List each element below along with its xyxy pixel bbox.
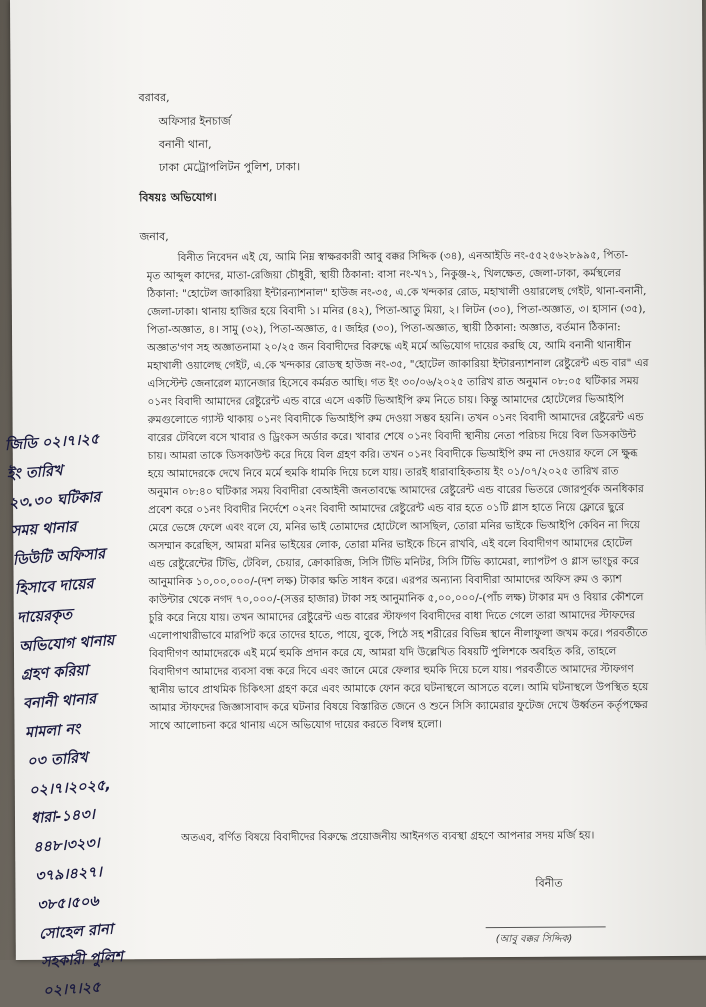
handwritten-line: ৩৭৯।৪২৭। <box>34 864 103 885</box>
body-line: অনুমান ০৮:৪০ ঘটিকার সময় বিবাদীরা বেআইনী জনতাবদ্ধে আমাদের রেষ্টুরেন্ট এন্ড বারের ভিতরে জোরপূর্বক অনধিকার <box>147 483 644 499</box>
closing-paragraph: অতএব, বর্ণিত বিষয়ে বিবাদীদের বিরুদ্ধে প্রয়োজনীয় আইনগত ব্যবস্থা গ্রহণে আপনার সদয় মর্জি হয়। <box>181 829 595 844</box>
handwritten-line: ৪৪৮।৩২৩। <box>32 835 101 857</box>
signature-line <box>486 926 606 928</box>
body-line: হয়ে আমাদেরকে দেখে নিবে মর্মে হুমকি ধামকি দিয়ে চলে যায়। তারই ধারাবাহিকতায় ইং ০১/০৭/২০২৫ তারিখ রাত <box>147 465 619 481</box>
sign-off: বিনীত <box>535 876 563 890</box>
salutation-to: বরাবর, <box>138 91 170 105</box>
handwritten-line: ডিউটি অফিসার <box>12 546 106 569</box>
body-line: বিনীত নিবেদন এই যে, আমি নিম্ন স্বাক্ষরকারী আবু বক্কর সিদ্দিক (৩৪), এনআইডি নং-৫৫২৫৬২৮৯৯৫, পিতা- <box>177 249 629 264</box>
body-line: সাথে আলোচনা করে থানায় এসে অভিযোগ দায়ের করতে বিলম্ব হলো। <box>149 718 442 733</box>
body-line: ০১নং বিবাদী আমাদের রেষ্টুরেন্ট এন্ড বারে এসে একটি ভিআইপি রুম নিতে চায়। কিন্তু আমাদের হোটেলের ভিআইপি <box>147 393 624 409</box>
handwritten-line: গ্রহণ করিয়া <box>20 663 89 684</box>
body-line: এলোপাথারীভাবে মারপিট করে তাদের হাতে, পায়ে, বুকে, পিঠে সহ শরীরের বিভিন্ন স্থানে নীলাফুলা জখম করে। পরবর্তীতে <box>148 627 648 643</box>
handwritten-line: ৩৮৫।৫০৬ <box>36 893 100 914</box>
body-line: চুরি করে নিয়ে যায়। তখন আমাদের রেষ্টুরেন্ট এন্ড বারের স্টাফগণ বিবাদীদের বাধা দিতে গেলে তারা আমাদের স্টাফদের <box>148 609 636 625</box>
body-line: অজ্ঞাত'গণ সহ অজ্ঞাতনামা ২০/২৫ জন বিবাদীদের বিরুদ্ধে এই মর্মে অভিযোগ দায়ের করছি যে, আমি বনানী থানাধীন <box>147 339 632 355</box>
recipient-line-1: অফিসার ইনচার্জ <box>158 114 231 129</box>
handwritten-line: সময় থানার <box>10 519 78 541</box>
body-line: পিতা-অজ্ঞাত, ৪। সামু (৩২), পিতা-অজ্ঞাত, ৫। জহির (৩০), পিতা-অজ্ঞাত, স্থায়ী ঠিকানা: অজ্ঞাত, বর্তমান ঠিকানা: <box>146 321 621 337</box>
body-line: মেরে ভেঙ্গে ফেলে এবং বলে যে, মনির ভাই তোমাদের হোটেলে আসছিল, তোরা মনির ভাইকে ভিআইপি কেবিন না দিয়ে <box>148 519 640 535</box>
body-line: অসম্মান করেছিস, আমরা মনির ভাইয়ের লোক, তোরা মনির ভাইকে চিনে রাখবি, এই বলে বিবাদীগণ আমাদের হোটেল <box>148 537 633 553</box>
recipient-line-3: ঢাকা মেট্রোপলিটন পুলিশ, ঢাকা। <box>158 160 301 175</box>
body-line: রুমগুলোতে গ্যাস্ট থাকায় ০১নং বিবাদীকে ভিআইপি রুম দেওয়া সম্ভব হয়নি। তখন ০১নং বিবাদী আমাদের রেষ্টুরেন্ট এন্ড <box>147 411 644 427</box>
handwritten-line: হিসাবে দায়ের <box>14 576 95 598</box>
body-line: চায়। আমরা তাকে ডিসকাউন্ট করে দিয়ে বিল গ্রহণ করি। তখন ০১নং বিবাদীকে ভিআইপি রুম না দেওয়ার ফলে সে ক্ষুব্ধ <box>147 447 638 463</box>
body-line: এসিস্টেন্ট জেনারেল ম্যানেজার হিসেবে কর্মরত আছি। গত ইং ৩০/০৬/২০২৫ তারিখ রাত অনুমান ০৮:০৫ ঘটিকার সময় <box>147 375 639 391</box>
handwritten-line: ধারা-১৪৩। <box>30 806 96 828</box>
body-line: প্রবেশ করে ০১নং বিবাদীর নির্দেশে ০২নং বিবাদী আমাদের রেষ্টুরেন্ট এন্ড বার হতে ০১টি গ্লাস হাতে নিয়ে ফ্লোরে ছুরে <box>148 501 625 517</box>
handwritten-line: জিডি ০২।৭।২৫ <box>4 431 100 454</box>
handwritten-line: ইং তারিখ <box>6 462 63 483</box>
body-line: এন্ড রেষ্টুরেন্টের টিভি, টেবিল, চেয়ার, ক্রোকারিজ, সিসি টিভি মনিটর, সিসি টিভি ক্যামেরা, ল্যাপটপ ও গ্লাস ভাংচুর করে <box>148 555 640 571</box>
body-line: স্থানীয় ভাবে প্রাথমিক চিকিৎসা গ্রহণ করে এবং আমাকে ফোন করে ঘটনাস্থলে আসতে বলে। আমি ঘটনাস্থলে উপস্থিত হয়ে <box>149 681 649 697</box>
handwritten-line: ০২।৭।২৫ <box>42 979 102 1000</box>
signature-name: (আবু বক্কর সিদ্দিক) <box>495 933 573 946</box>
body-line: কাউন্টার থেকে নগদ ৭০,০০০/-(সত্তর হাজার) টাকা সহ আনুমানিক ৫,০০,০০০/-(পাঁচ লক্ষ) টাকার মদ ও বিয়ার কৌশলে <box>148 591 644 607</box>
handwritten-line: ০৩ তারিখ <box>26 749 89 770</box>
body-line: মহাখালী ওয়ালেছ গেইট, এ.কে খন্দকার রোডস্থ হাউজ নং-৩৫, "হোটেল জাকারিয়া ইন্টারন্যাশনাল রেষ্টুরেন্ট এন্ড বার" এর <box>147 357 649 373</box>
body-line: আনুমানিক ১০,০০,০০০/-(দশ লক্ষ) টাকার ক্ষতি সাধন করে। এরপর অন্যান্য বিবাদীরা আমাদের অফিস রুম ও ক্যাশ <box>148 573 622 589</box>
recipient-line-2: বনানী থানা, <box>158 137 212 152</box>
body-line: জেলা-ঢাকা। থানায় হাজির হয়ে বিবাদী ১। মনির (৪২), পিতা-আতু মিয়া, ২। লিটন (৩০), পিতা-অজ্ঞাত, ৩। হাসান (৩৫), <box>146 303 646 319</box>
handwritten-line: দায়েরকৃত <box>16 606 73 627</box>
handwritten-line: মামলা নং <box>24 721 81 742</box>
greeting: জনাব, <box>139 230 169 244</box>
handwritten-line: সহকারী পুলিশ <box>40 949 124 972</box>
body-line: আমার স্টাফদের জিজ্ঞাসাবাদ করে ঘটনার বিষয়ে বিস্তারিত জেনে ও শুনে সিসি ক্যামেরার ফুটেজ দেখে উর্ধ্বতন কর্তৃপক্ষের <box>149 699 648 715</box>
handwritten-line: ২৩.৩০ ঘটিকার <box>8 489 101 512</box>
body-line: বিবাদীগণ আমাদের ব্যবসা বন্ধ করে দিবে এবং জানে মেরে ফেলার হুমকি দিয়ে চলে যায়। পরবর্তীতে আমাদের স্টাফগণ <box>149 663 634 679</box>
handwritten-line: সোহেল রানা <box>38 921 114 943</box>
body-line: বিবাদীগণ আমাদেরকে এই মর্মে হুমকি প্রদান করে যে, আমরা যদি উল্লেখিত বিষয়টি পুলিশকে অবহিত করি, তাহলে <box>148 645 617 661</box>
body-line: মৃত আব্দুল কাদের, মাতা-রেজিয়া চৌধুরী, স্থায়ী ঠিকানা: বাসা নং-খ৭১, নিকুঞ্জ-২, খিলক্ষেত, জেলা-ঢাকা, কর্মস্থলের <box>146 267 621 283</box>
body-line: বারের টেবিলে বসে খাবার ও ড্রিংকস অর্ডার করে। খাবার শেষে ০১নং বিবাদী স্থানীয় নেতা পরিচয় দিয়ে বিল ডিসকাউন্ট <box>147 429 637 445</box>
body-line: ঠিকানা: "হোটেল জাকারিয়া ইন্টারন্যাশনাল" হাউজ নং-৩৫, এ.কে খন্দকার রোড, মহাখালী ওয়ারলেছ গেইট, থানা-বনানী, <box>146 285 647 301</box>
subject-line: বিষয়ঃ অভিযোগ। <box>139 190 217 205</box>
handwritten-line: ০২।৭।২০২৫, <box>28 776 112 799</box>
handwritten-line: বনানী থানার <box>22 691 97 713</box>
handwritten-line: অভিযোগ থানায় <box>18 632 115 656</box>
